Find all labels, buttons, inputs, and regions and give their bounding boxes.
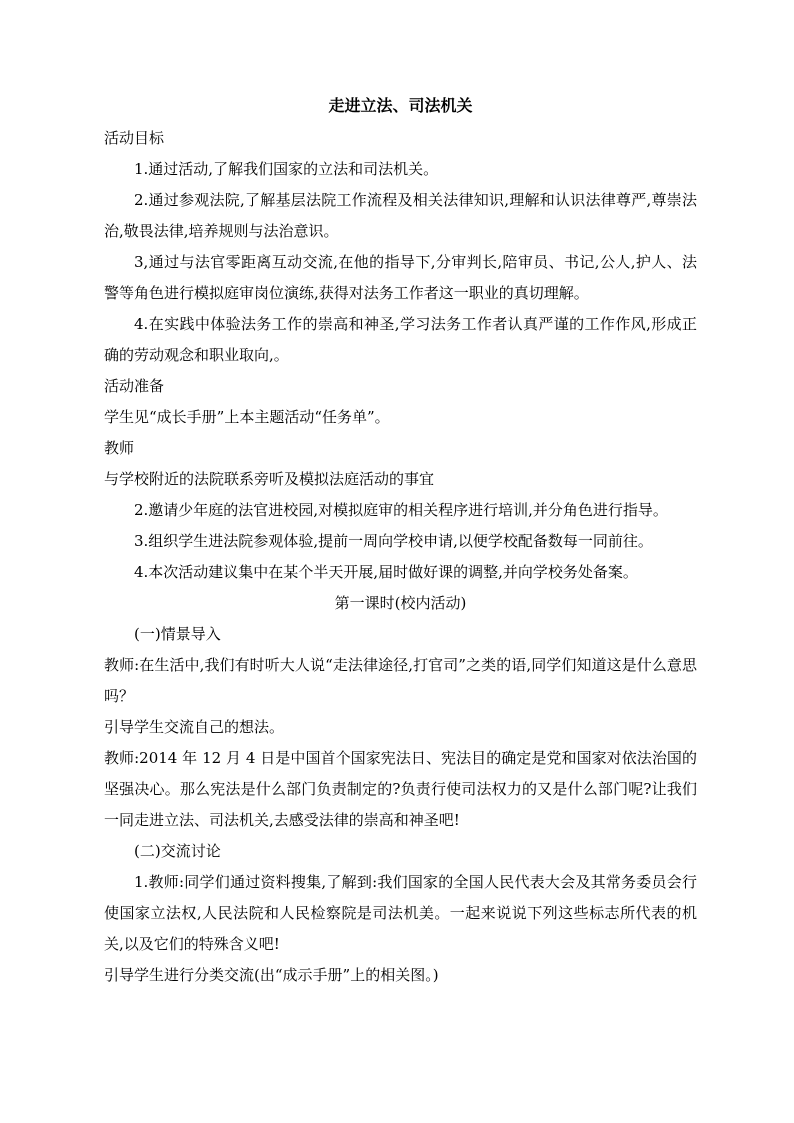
paragraph: 3,通过与法官零距离互动交流,在他的指导下,分审判长,陪审员、书记,公人,护人、法警等角色进行模拟庭审岗位演练,获得对法务工作者这一职业的真切理解。 (104, 253, 697, 302)
paragraph: (二)交流讨论 (134, 842, 221, 860)
section-heading: 教师 (104, 439, 135, 457)
document-body (104, 93, 697, 991)
lesson-heading: 第一课时(校内活动) (334, 594, 467, 612)
paragraph: 与学校附近的法院联系旁听及模拟法庭活动的事宜 (104, 470, 435, 488)
paragraph: 教师:在生活中,我们有时听大人说“走法律途径,打官司”之类的语,同学们知道这是什么意思吗？ (104, 656, 697, 705)
paragraph: 3.组织学生进法院参观体验,提前一周向学校申请,以便学校配备数每一同前往。 (134, 532, 653, 550)
paragraph: 学生见“成长手册”上本主题活动“任务单”。 (104, 408, 390, 426)
section-heading: 活动目标 (104, 129, 165, 147)
paragraph: 1.教师:同学们通过资料搜集,了解到:我们国家的全国人民代表大会及其常务委员会行使国家立法权,人民法院和人民检察院是司法机美。一起来说说下列这些标志所代表的机关,以及它们的特殊含义吧! (104, 873, 697, 953)
paragraph: 2.邀请少年庭的法官进校园,对模拟庭审的相关程序进行培训,并分角色进行指导。 (134, 501, 668, 519)
document-paragraphs (104, 123, 697, 991)
paragraph: 1.通过活动,了解我们国家的立法和司法机关。 (134, 160, 439, 178)
paragraph: 2.通过参观法院,了解基层法院工作流程及相关法律知识,理解和认识法律尊严,尊崇法治,敬畏法律,培养规则与法治意识。 (104, 191, 697, 240)
paragraph: 引导学生进行分类交流(出“成示手册”上的相关图。) (104, 966, 439, 984)
paragraph: (一)情景导入 (134, 625, 221, 643)
document-title: 走进立法、司法机关 (328, 96, 473, 115)
paragraph: 引导学生交流自己的想法。 (104, 718, 285, 736)
paragraph: 教师:2014 年 12 月 4 日是中国首个国家宪法日、宪法目的确定是党和国家对依法治国的坚强决心。那么宪法是什么部门负责制定的?负责行使司法权力的又是什么部门呢?让我们一同走进立法、司法机关,去感受法律的崇高和神圣吧! (104, 749, 697, 829)
section-heading: 活动准备 (104, 377, 165, 395)
paragraph: 4.在实践中体验法务工作的崇高和神圣,学习法务工作者认真严谨的工作作风,形成正确的劳动观念和职业取向,。 (104, 315, 697, 364)
paragraph: 4.本次活动建议集中在某个半天开展,届时做好课的调整,并向学校务处备案。 (134, 563, 638, 581)
